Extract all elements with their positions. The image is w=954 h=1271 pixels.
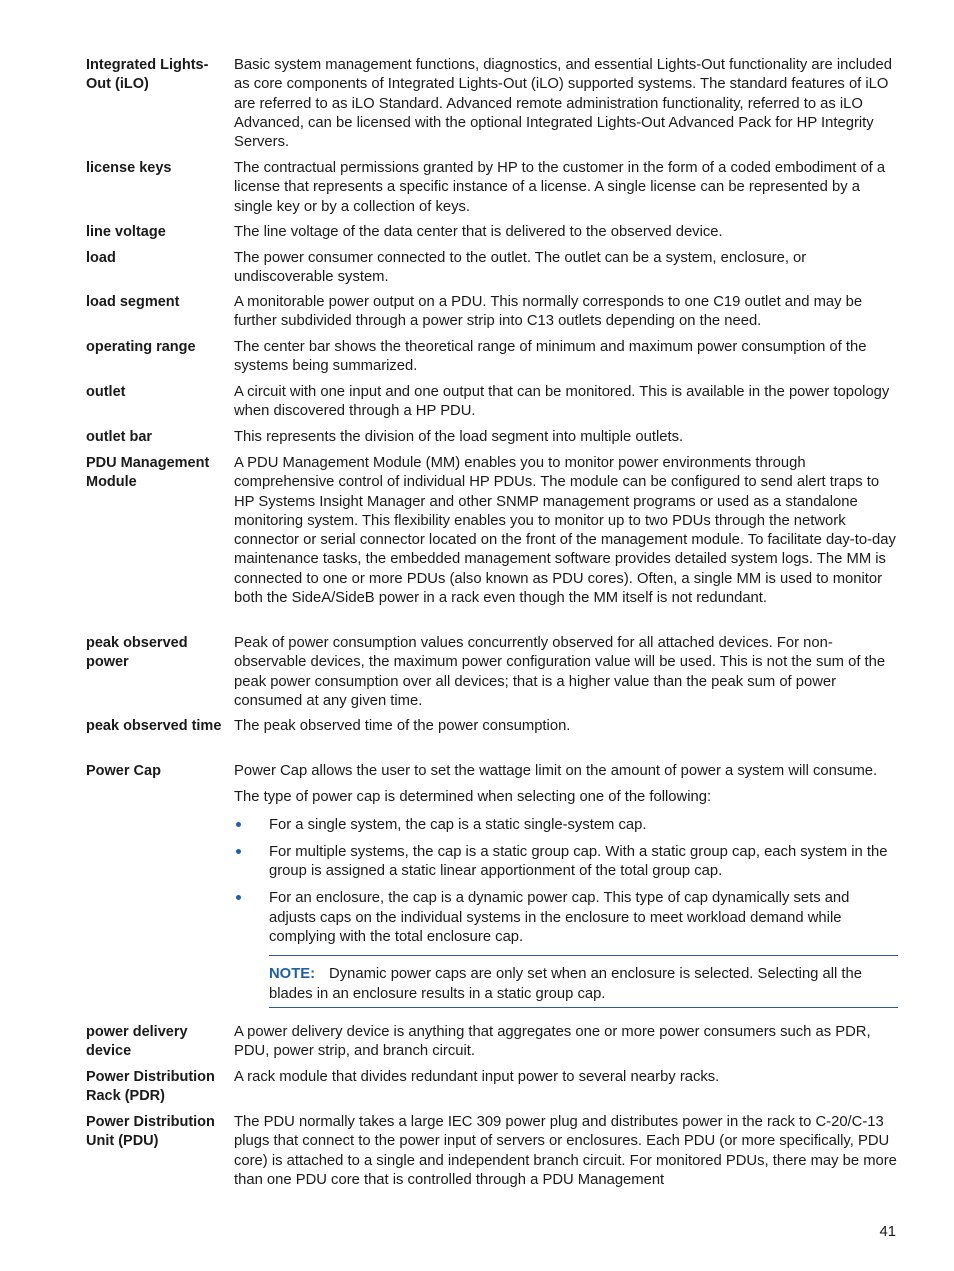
page-number: 41 <box>879 1224 896 1240</box>
glossary-term: operating range <box>86 339 196 355</box>
glossary-definition: Basic system management functions, diagnostics, and essential Lights-Out functionality are included as core components of Integrated Lights-Out (iLO) supported systems. The standard features of iLO are referred to as iLO Standard. Advanced remote administration functionality, referred to as iLO Advanced, can be licensed with the optional Integrated Lights-Out Advanced Pack for HP Integrity Servers. <box>234 57 892 151</box>
glossary-definition: Peak of power consumption values concurrently observed for all attached devices. For non-observable devices, the maximum power configuration value will be used. This is not the sum of the peak power consumption over all devices; that is a higher value than the peak sum of power consumed at any given time. <box>234 635 886 709</box>
list-item <box>234 843 898 882</box>
note-box <box>269 955 898 1008</box>
glossary-definition: A rack module that divides redundant input power to several nearby racks. <box>234 1069 720 1085</box>
note-text: Dynamic power caps are only set when an enclosure is selected. Selecting all the blades in an enclosure results in a static group cap. <box>269 966 863 1002</box>
list-item-text: For an enclosure, the cap is a dynamic power cap. This type of cap dynamically sets and adjusts caps on the individual systems in the enclosure to meet workload demand while complying with the total enclosure cap. <box>269 890 850 946</box>
glossary-definition: The peak observed time of the power consumption. <box>234 718 571 734</box>
glossary-term: line voltage <box>86 224 166 240</box>
glossary-definition: A circuit with one input and one output that can be monitored. This is available in the power topology when discovered through a HP PDU. <box>234 384 890 420</box>
glossary-definition: A monitorable power output on a PDU. This normally corresponds to one C19 outlet and may be further subdivided through a power strip into C13 outlets depending on the need. <box>234 294 863 330</box>
glossary-term: peak observed time <box>86 718 222 734</box>
glossary-term: load segment <box>86 294 180 310</box>
glossary-definition: The PDU normally takes a large IEC 309 power plug and distributes power in the rack to C-20/C-13 plugs that connect to the power input of servers or enclosures. Each PDU (or more specifically, PDU core) is attached to a single and independent branch circuit. For monitored PDUs, there may be more than one PDU core that is controlled through a PDU Management <box>234 1114 897 1188</box>
glossary-term: PDU Management Module <box>86 455 210 491</box>
glossary-term: license keys <box>86 160 172 176</box>
definition-paragraph: Power Cap allows the user to set the wattage limit on the amount of power a system will consume. <box>234 763 878 779</box>
glossary-definition: A power delivery device is anything that aggregates one or more power consumers such as PDR, PDU, power strip, and branch circuit. <box>234 1024 871 1060</box>
glossary-term: load <box>86 250 116 266</box>
bullet-icon <box>236 822 241 827</box>
glossary-definition <box>234 762 898 1008</box>
bullet-list <box>234 816 898 948</box>
glossary-term: power delivery device <box>86 1024 188 1060</box>
definition-paragraph: The type of power cap is determined when selecting one of the following: <box>234 789 712 806</box>
glossary-definition: The power consumer connected to the outlet. The outlet can be a system, enclosure, or undiscoverable system. <box>234 250 807 286</box>
glossary-term: outlet <box>86 384 126 400</box>
glossary-term: Power Distribution Rack (PDR) <box>86 1069 215 1105</box>
glossary-definition: The contractual permissions granted by HP to the customer in the form of a coded embodiment of a license that represents a specific instance of a license. A single license can be represented by a single key or by a collection of keys. <box>234 160 886 215</box>
note-label: NOTE: <box>269 966 316 983</box>
bullet-icon <box>236 895 241 900</box>
list-item <box>234 889 898 947</box>
glossary-term: Integrated Lights-Out (iLO) <box>86 57 209 93</box>
glossary-definition: This represents the division of the load segment into multiple outlets. <box>234 429 684 445</box>
glossary-definition: The center bar shows the theoretical range of minimum and maximum power consumption of the systems being summarized. <box>234 339 867 375</box>
glossary-definition: A PDU Management Module (MM) enables you to monitor power environments through comprehensive control of individual HP PDUs. The module can be configured to send alert traps to HP Systems Insight Manager and other SNMP management programs or used as a standalone monitoring system. This flexibility enables you to monitor up to two PDUs through the network connector or serial connector located on the front of the management module. To facilitate day-to-day maintenance tasks, the embedded management software provides detailed system logs. The MM is connected to one or more PDUs (also known as PDU cores). Often, a single MM is used to monitor both the SideA/SideB power in a rack even though the MM itself is not redundant. <box>234 455 896 607</box>
glossary-term: outlet bar <box>86 429 153 445</box>
glossary-term: Power Cap <box>86 763 161 779</box>
bullet-icon <box>236 849 241 854</box>
glossary-definition: The line voltage of the data center that is delivered to the observed device. <box>234 224 723 240</box>
glossary-term: Power Distribution Unit (PDU) <box>86 1114 215 1150</box>
list-item <box>234 816 898 835</box>
glossary-term: peak observed power <box>86 635 188 671</box>
list-item-text: For multiple systems, the cap is a static group cap. With a static group cap, each system in the group is assigned a static linear apportionment of the total group cap. <box>269 843 888 880</box>
list-item-text: For a single system, the cap is a static single-system cap. <box>269 816 647 833</box>
